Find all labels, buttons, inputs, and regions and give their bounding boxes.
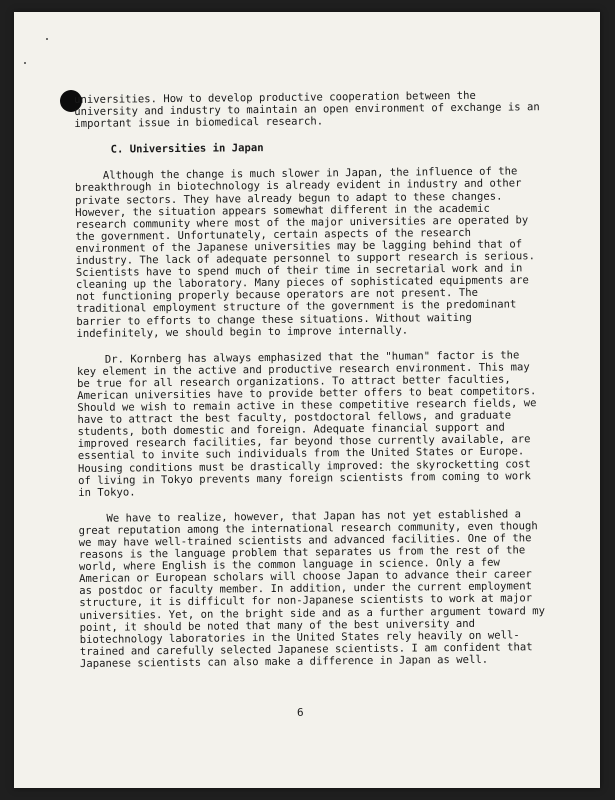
section-heading: C. Universities in Japan — [110, 142, 264, 156]
scan-speck — [46, 38, 48, 40]
document-page — [14, 12, 600, 788]
scan-speck — [24, 62, 26, 64]
paragraph-1: Although the change is much slower in Japan, the influence of the breakthrough in biotechnology is already evident in industry and other private sectors. They have already begun to adapt to these changes. However, the situation appears somewhat different in the academic research community where most of the major universities are operated by the government. Unfortunately, certain aspects of the research environment of the Japanese universities may be lagging behind that of industry. The lack of adequate personnel to support research is serious. Scientists have to spend much of their time in secretarial work and in cleaning up the laboratory. Many pieces of sophisticated equipments are not functioning properly because operators are not present. The traditional employment structure of the government is the predominant barrier to efforts to change these situations. Without waiting indefinitely, we should begin to improve internally. — [74, 165, 536, 340]
intro-paragraph: universities. How to develop productive cooperation between the university and industry to maintain an open environment of exchange is an important issue in biomedical research. — [74, 89, 540, 131]
paragraph-3: We have to realize, however, that Japan has not yet established a great reputation among the international research community, even though we may have well-trained scientists and advanced facilities. One of the reasons is the language problem that separates us from the rest of the world, where English is the common language in science. Only a few American or European scholars will choose Japan to advance their career as postdoc or faculty member. In addition, under the current employment structure, it is difficult for non-Japanese scientists to work at major universities. Yet, on the bright side and as a further argument toward my point, it should be noted that many of the best university and biotechnology laboratories in the United States rely heavily on well-trained and carefully selected Japanese scientists. I am confident that Japanese scientists can also make a difference in Japan as well. — [78, 508, 546, 670]
paragraph-2: Dr. Kornberg has always emphasized that the "human" factor is the key element in the active and productive research environment. This may be true for all research organizations. To attract better faculties, American universities have to provide better offers to beat competitors. Should we wish to remain active in these competitive research fields, we have to attract the best faculty, postdoctoral fellows, and graduate students, both domestic and foreign. Adequate financial support and improved research facilities, far beyond those currently available, are essential to invite such individuals from the United States or Europe. Housing conditions must be drastically improved: the skyrocketting cost of living in Tokyo prevents many foreign scientists from coming to work in Tokyo. — [76, 349, 537, 499]
document-body — [74, 89, 548, 684]
page-number: 6 — [297, 706, 304, 719]
